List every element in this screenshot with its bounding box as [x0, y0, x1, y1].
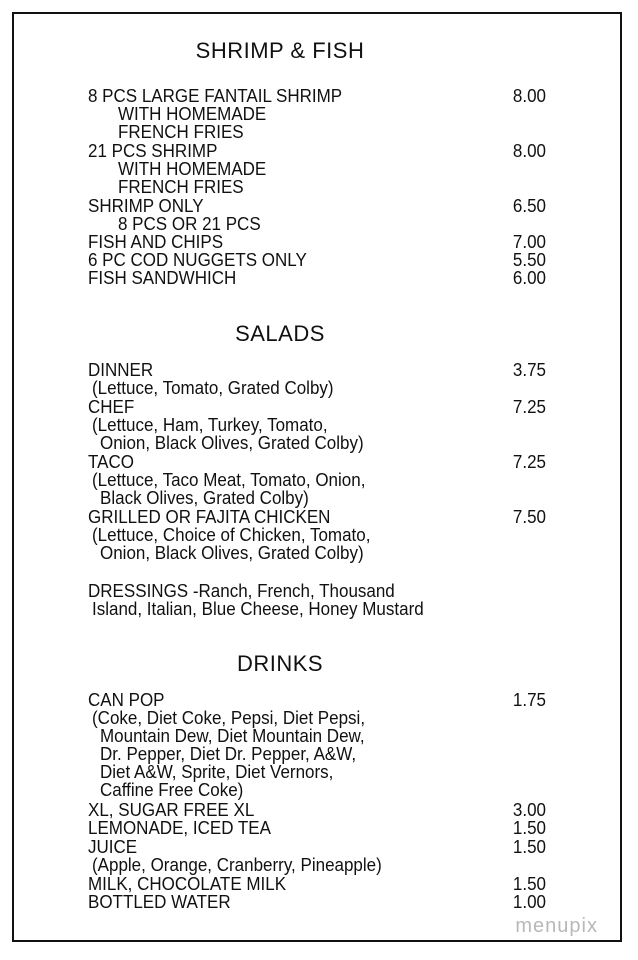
- menu-item-detail: (Lettuce, Ham, Turkey, Tomato,: [92, 414, 328, 436]
- menu-item-detail: (Lettuce, Choice of Chicken, Tomato,: [92, 524, 371, 546]
- menu-item-price: 1.50: [512, 817, 546, 839]
- menu-item-detail: Mountain Dew, Diet Mountain Dew,: [100, 725, 365, 747]
- menu-item-name: TACO: [88, 451, 134, 473]
- section-title-salads: SALADS: [235, 321, 325, 346]
- menu-item-detail: FRENCH FRIES: [118, 121, 244, 143]
- menu-item-detail: Diet A&W, Sprite, Diet Vernors,: [100, 761, 334, 783]
- menu-item-name: CHEF: [88, 396, 135, 418]
- menu-item-detail: 8 PCS OR 21 PCS: [118, 213, 261, 235]
- section-title-drinks: DRINKS: [236, 651, 324, 676]
- menu-item-price: 1.75: [512, 689, 546, 711]
- menu-item-name: DINNER: [88, 359, 154, 381]
- menu-item-name: 8 PCS LARGE FANTAIL SHRIMP: [88, 85, 343, 107]
- menu-item-price: 1.50: [512, 836, 546, 858]
- menu-item-price: 1.00: [512, 891, 546, 913]
- menu-item-name: GRILLED OR FAJITA CHICKEN: [88, 506, 331, 528]
- menu-item-price: 7.50: [512, 506, 546, 528]
- menu-item-name: BOTTLED WATER: [88, 891, 231, 913]
- menu-item-detail: WITH HOMEMADE: [118, 103, 267, 125]
- menu-item-name: FISH SANDWHICH: [88, 267, 237, 289]
- menu-item-price: 7.25: [512, 396, 546, 418]
- menu-item-detail: Caffine Free Coke): [100, 779, 244, 801]
- menu-item-name: JUICE: [88, 836, 138, 858]
- menu-item-price: 8.00: [512, 85, 546, 107]
- menu-item-price: 6.00: [512, 267, 546, 289]
- menu-item-price: 6.50: [512, 195, 546, 217]
- section-title-shrimp-fish: SHRIMP & FISH: [195, 38, 365, 63]
- menu-item-detail: Dr. Pepper, Diet Dr. Pepper, A&W,: [100, 743, 357, 765]
- menu-item-detail: (Lettuce, Taco Meat, Tomato, Onion,: [92, 469, 366, 491]
- menu-item-detail: Onion, Black Olives, Grated Colby): [100, 432, 364, 454]
- menu-item-price: 8.00: [512, 140, 546, 162]
- menu-item-price: 1.50: [512, 873, 546, 895]
- menu-item-detail: Black Olives, Grated Colby): [100, 487, 309, 509]
- menu-item-price: 7.00: [512, 231, 546, 253]
- menu-item-name: MILK, CHOCOLATE MILK: [88, 873, 287, 895]
- menu-item-name: CAN POP: [88, 689, 165, 711]
- menu-item-name: LEMONADE, ICED TEA: [88, 817, 271, 839]
- menu-item-price: 3.00: [512, 799, 546, 821]
- menu-item-price: 5.50: [512, 249, 546, 271]
- dressings-line: Island, Italian, Blue Cheese, Honey Mustard: [92, 598, 424, 620]
- menu-item-detail: WITH HOMEMADE: [118, 158, 267, 180]
- menu-item-price: 3.75: [512, 359, 546, 381]
- menu-item-name: XL, SUGAR FREE XL: [88, 799, 255, 821]
- menu-item-price: 7.25: [512, 451, 546, 473]
- menu-item-name: 21 PCS SHRIMP: [88, 140, 218, 162]
- menu-item-name: SHRIMP ONLY: [88, 195, 204, 217]
- menu-item-detail: FRENCH FRIES: [118, 176, 244, 198]
- menu-item-detail: (Lettuce, Tomato, Grated Colby): [92, 377, 334, 399]
- menupix-watermark: menupix: [515, 915, 598, 937]
- menu-item-name: FISH AND CHIPS: [88, 231, 224, 253]
- menu-item-detail: Onion, Black Olives, Grated Colby): [100, 542, 364, 564]
- dressings-line: DRESSINGS -Ranch, French, Thousand: [88, 580, 395, 602]
- menu-item-detail: (Coke, Diet Coke, Pepsi, Diet Pepsi,: [92, 707, 366, 729]
- menu-item-detail: (Apple, Orange, Cranberry, Pineapple): [92, 854, 382, 876]
- menu-item-name: 6 PC COD NUGGETS ONLY: [88, 249, 307, 271]
